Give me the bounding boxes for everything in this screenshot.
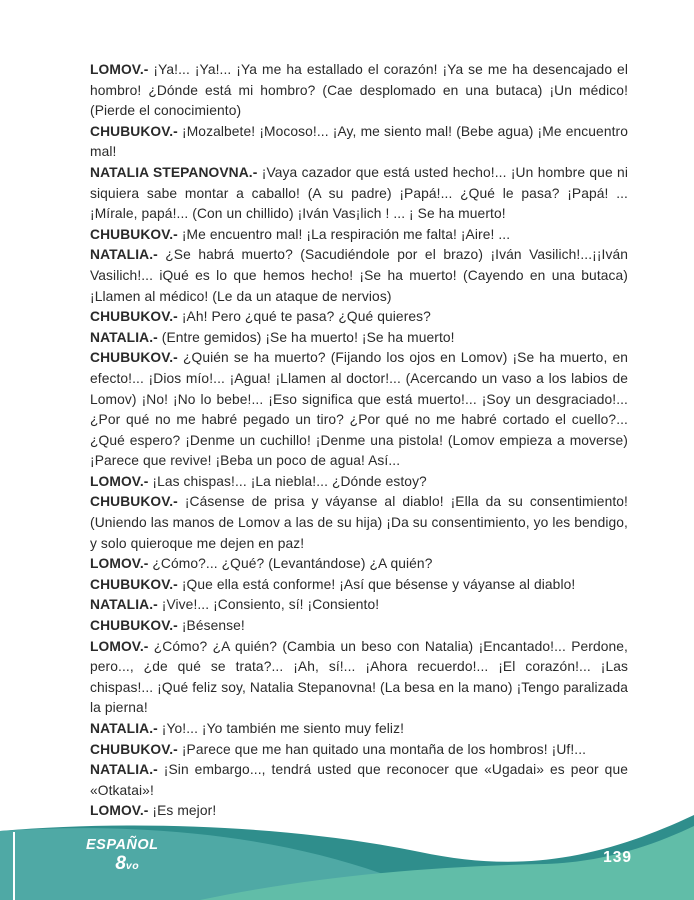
dialogue-paragraph (90, 307, 628, 328)
dialogue-paragraph (90, 348, 628, 472)
speaker-name: CHUBUKOV.- (90, 618, 178, 634)
dialogue-paragraph (90, 575, 628, 596)
dialogue-paragraph (90, 472, 628, 493)
dialogue-text: ¡Sin embargo..., tendrá usted que reconocer que «Ugadai» es peor que «Otkatai»! (90, 762, 628, 798)
dialogue-text: ¡Ah! Pero ¿qué te pasa? ¿Qué quieres? (177, 309, 431, 325)
dialogue-text: ¡Vaya cazador que está usted hecho!... ¡Un hombre que ni siquiera sabe montar a caballo! (A su padre) ¡Papá!... ¿Qué le pasa? ¡Papá! ... ¡Mírale, papá!... (Con un chillido) ¡Iván Vas¡lich ! ... ¡ Se ha muerto! (90, 164, 628, 222)
dialogue-paragraph (90, 163, 628, 225)
dialogue-paragraph (90, 60, 628, 122)
dialogue-text: ¡Que ella está conforme! ¡Así que bésense y váyanse al diablo! (177, 576, 576, 592)
dialogue-text: ¡Es mejor! (148, 803, 217, 819)
speaker-name: NATALIA.- (90, 762, 158, 778)
dialogue-paragraph (90, 554, 628, 575)
dialogue-text: ¿Quién se ha muerto? (Fijando los ojos en Lomov) ¡Se ha muerto, en efecto!... ¡Dios mío!... ¡Agua! ¡Llamen al doctor!... (Acercando un vaso a los labios de Lomov) ¡No! ¡No lo bebe!... ¡Eso significa que está muerto!... ¡Soy un desgraciado!... ¿Por qué no me habré pegado un tiro? ¿Por qué no me habré cortado el cuello?... ¿Qué espero? ¡Denme un cuchillo! ¡Denme una pistola! (Lomov empieza a moverse) ¡Parece que revive! ¡Beba un poco de agua! Así... (90, 350, 628, 469)
speaker-name: CHUBUKOV.- (90, 350, 178, 366)
brand-grade-number: 8 (115, 852, 126, 874)
dialogue-text: ¡Me encuentro mal! ¡La respiración me falta! ¡Aire! ... (177, 226, 511, 242)
dialogue-text: ¿Cómo? ¿A quién? (Cambia un beso con Natalia) ¡Encantado!... Perdone, pero..., ¿de qué se trata?... ¡Ah, sí!... ¡Ahora recuerdo!... ¡El corazón!... ¡Las chispas!... ¡Qué feliz soy, Natalia Stepanovna! (La besa en la mano) ¡Tengo paralizada la pierna! (90, 638, 628, 716)
dialogue-paragraph (90, 740, 628, 761)
dialogue-paragraph (90, 637, 628, 719)
page-footer (0, 790, 694, 900)
script-text-block (90, 60, 628, 822)
dialogue-text: ¡Ya!... ¡Ya!... ¡Ya me ha estallado el corazón! ¡Ya se me ha desencajado el hombro! ¿Dónde está mi hombro? (Cae desplomado en una butaca) ¡Un médico! (Pierde el conocimiento) (90, 62, 628, 119)
dialogue-paragraph (90, 245, 628, 307)
page-number: 139 (603, 849, 632, 866)
speaker-name: CHUBUKOV.- (90, 576, 178, 592)
dialogue-text: ¡Las chispas!... ¡La niebla!... ¿Dónde estoy? (148, 473, 427, 489)
dialogue-paragraph (90, 595, 628, 616)
brand-title: ESPAÑOL (86, 837, 159, 853)
footer-accent-line (13, 832, 15, 900)
brand-logo (86, 838, 159, 873)
speaker-name: LOMOV.- (90, 62, 149, 77)
speaker-name: CHUBUKOV.- (90, 226, 178, 242)
dialogue-paragraph (90, 616, 628, 637)
brand-grade (86, 854, 159, 873)
dialogue-paragraph (90, 122, 628, 163)
dialogue-text: ¡Parece que me han quitado una montaña de los hombros! ¡Uf!... (177, 741, 587, 757)
dialogue-paragraph (90, 492, 628, 554)
speaker-name: CHUBUKOV.- (90, 309, 178, 325)
speaker-name: NATALIA.- (90, 721, 158, 736)
dialogue-paragraph (90, 719, 628, 740)
dialogue-text: ¡Bésense! (177, 618, 245, 634)
speaker-name: NATALIA.- (90, 247, 158, 263)
speaker-name: NATALIA STEPANOVNA.- (90, 164, 258, 180)
dialogue-text: ¡Mozalbete! ¡Mocoso!... ¡Ay, me siento mal! (Bebe agua) ¡Me encuentro mal! (90, 123, 628, 160)
dialogue-text: ¡Vive!... ¡Consiento, sí! ¡Consiento! (157, 597, 380, 613)
dialogue-text: (Entre gemidos) ¡Se ha muerto! ¡Se ha muerto! (157, 329, 455, 345)
speaker-name: LOMOV.- (90, 473, 149, 489)
speaker-name: LOMOV.- (90, 638, 149, 654)
dialogue-paragraph (90, 328, 628, 349)
dialogue-text: ¡Yo!... ¡Yo también me siento muy feliz! (157, 721, 404, 736)
dialogue-paragraph (90, 225, 628, 246)
brand-grade-suffix: vo (125, 859, 140, 872)
speaker-name: NATALIA.- (90, 597, 158, 613)
speaker-name: CHUBUKOV.- (90, 494, 178, 510)
speaker-name: CHUBUKOV.- (90, 123, 178, 139)
speaker-name: LOMOV.- (90, 803, 149, 819)
speaker-name: CHUBUKOV.- (90, 741, 178, 757)
dialogue-text: ¿Se habrá muerto? (Sacudiéndole por el brazo) ¡Iván Vasilich!...¡¡Iván Vasilich!... iQué es lo que hemos hecho! ¡Se ha muerto! (Cayendo en una butaca) ¡Llamen al médico! (Le da un ataque de nervios) (90, 247, 628, 304)
speaker-name: LOMOV.- (90, 556, 149, 572)
dialogue-text: ¿Cómo?... ¿Qué? (Levantándose) ¿A quién? (148, 556, 433, 572)
speaker-name: NATALIA.- (90, 329, 158, 345)
dialogue-text: ¡Cásense de prisa y váyanse al diablo! ¡Ella da su consentimiento! (Uniendo las manos de Lomov a las de su hija) ¡Da su consentimiento, yo les bendigo, y solo quieroque me dejen en paz! (90, 494, 628, 551)
